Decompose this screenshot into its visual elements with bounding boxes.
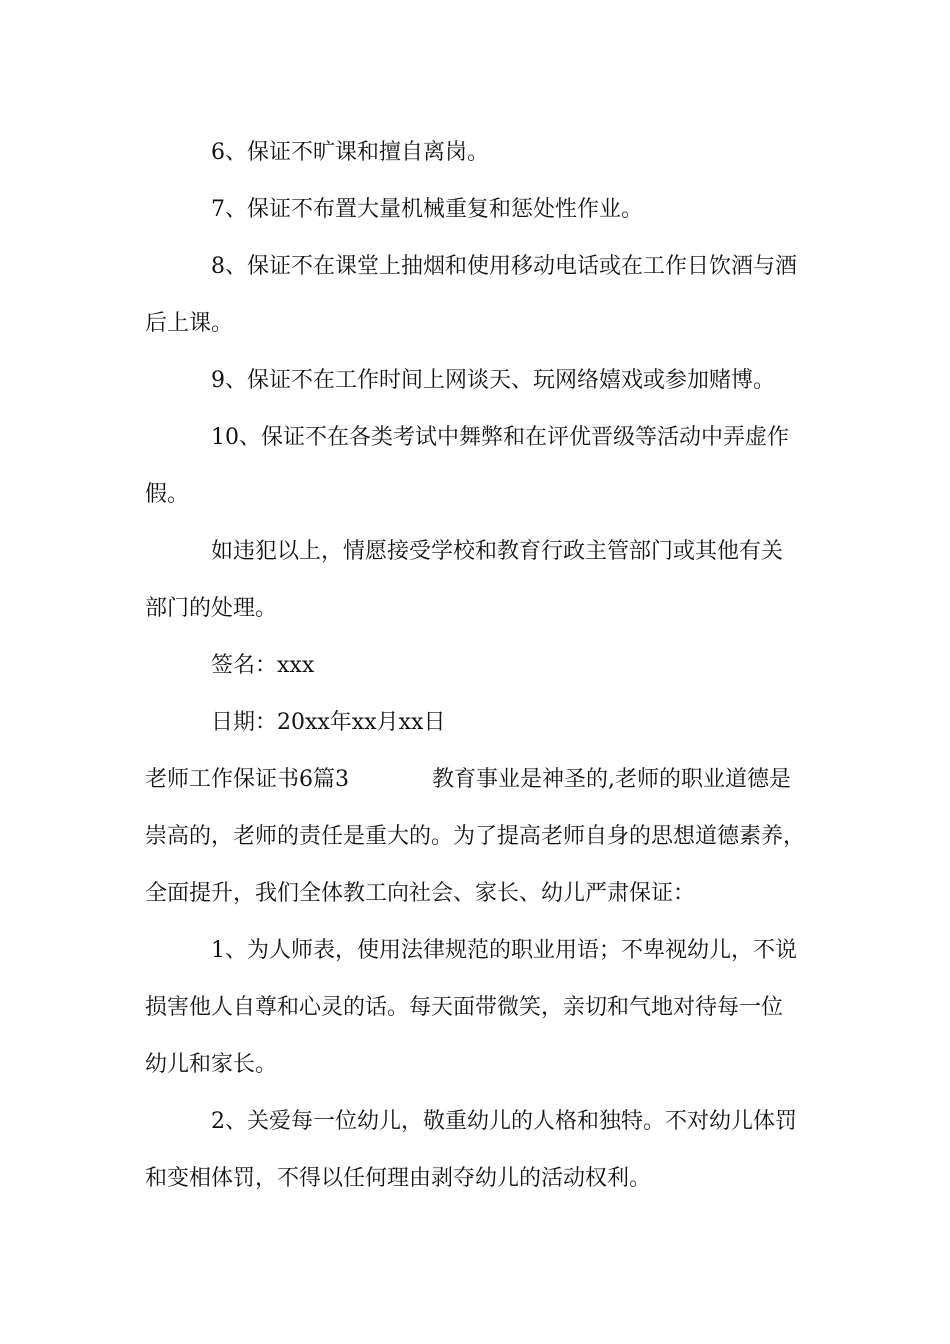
signature-line: 签名：xxx — [211, 653, 315, 678]
violation-clause-line-2: 部门的处理。 — [145, 596, 278, 621]
pledge-item-1-line-3: 幼儿和家长。 — [145, 1052, 278, 1077]
pledge-item-8-line-1: 8、保证不在课堂上抽烟和使用移动电话或在工作日饮酒与酒 — [211, 254, 797, 279]
pledge-item-7: 7、保证不布置大量机械重复和惩处性作业。 — [211, 197, 643, 222]
pledge-item-6: 6、保证不旷课和擅自离岗。 — [211, 140, 489, 165]
pledge-item-10-line-1: 10、保证不在各类考试中舞弊和在评优晋级等活动中弄虚作 — [211, 425, 789, 450]
pledge-item-1-line-2: 损害他人自尊和心灵的话。每天面带微笑，亲切和气地对待每一位 — [145, 995, 784, 1020]
date-line: 日期：20xx年xx月xx日 — [211, 710, 446, 735]
pledge-item-2-line-1: 2、关爱每一位幼儿，敬重幼儿的人格和独特。不对幼儿体罚 — [211, 1109, 797, 1134]
violation-clause-line-1: 如违犯以上，情愿接受学校和教育行政主管部门或其他有关 — [211, 539, 784, 564]
pledge-item-10-line-2: 假。 — [145, 482, 190, 507]
intro-line-1: 教育事业是神圣的,老师的职业道德是 — [432, 767, 791, 792]
intro-line-2: 崇高的，老师的责任是重大的。为了提高老师自身的思想道德素养， — [145, 824, 806, 849]
pledge-item-1-line-1: 1、为人师表，使用法律规范的职业用语；不卑视幼儿，不说 — [211, 938, 797, 963]
intro-line-3: 全面提升，我们全体教工向社会、家长、幼儿严肃保证： — [145, 881, 696, 906]
pledge-item-2-line-2: 和变相体罚，不得以任何理由剥夺幼儿的活动权利。 — [145, 1166, 652, 1191]
pledge-item-9: 9、保证不在工作时间上网谈天、玩网络嬉戏或参加赌博。 — [211, 368, 775, 393]
section-title: 老师工作保证书6篇3 — [145, 767, 349, 792]
pledge-item-8-line-2: 后上课。 — [145, 311, 234, 336]
